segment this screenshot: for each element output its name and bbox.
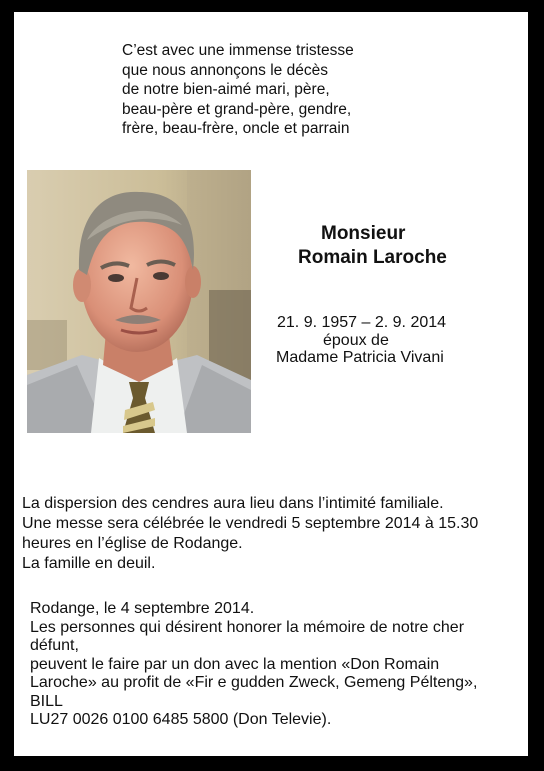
donation-text [30, 600, 520, 730]
ceremony-line: La famille en deuil. [22, 555, 156, 572]
spouse-label: époux de [323, 332, 389, 349]
donation-line: BILL [30, 692, 63, 710]
ceremony-line: heures en l’église de Rodange. [22, 535, 243, 552]
donation-line: Les personnes qui désirent honorer la mémoire de notre cher [30, 618, 465, 636]
spouse-name: Madame Patricia Vivani [276, 349, 444, 366]
deceased-name: Romain Laroche [298, 247, 447, 268]
donation-line: Laroche» au profit de «Fir e gudden Zweck, Gemeng Pélteng», [30, 674, 478, 691]
donation-line: LU27 0026 0100 6485 5800 (Don Televie). [30, 711, 332, 728]
deceased-title: Monsieur [321, 223, 406, 244]
intro-text [122, 41, 422, 139]
intro-line: de notre bien-aimé mari, père, [122, 81, 330, 98]
obituary-card [14, 12, 528, 756]
portrait-illustration [27, 170, 251, 433]
ceremony-text [22, 494, 522, 574]
intro-line: beau-père et grand-père, gendre, [122, 100, 352, 118]
intro-line: que nous annonçons le décès [122, 61, 328, 79]
donation-line: défunt, [30, 637, 79, 654]
ceremony-line: La dispersion des cendres aura lieu dans l’intimité familiale. [22, 495, 444, 512]
life-dates: 21. 9. 1957 – 2. 9. 2014 [277, 314, 447, 331]
portrait-photo [27, 170, 251, 433]
donation-line: peuvent le faire par un don avec la mention «Don Romain [30, 655, 440, 673]
ceremony-line: Une messe sera célébrée le vendredi 5 septembre 2014 à 15.30 [22, 515, 479, 532]
donation-line: Rodange, le 4 septembre 2014. [30, 600, 255, 617]
intro-line: frère, beau-frère, oncle et parrain [122, 120, 350, 137]
intro-line: C’est avec une immense tristesse [122, 42, 354, 59]
